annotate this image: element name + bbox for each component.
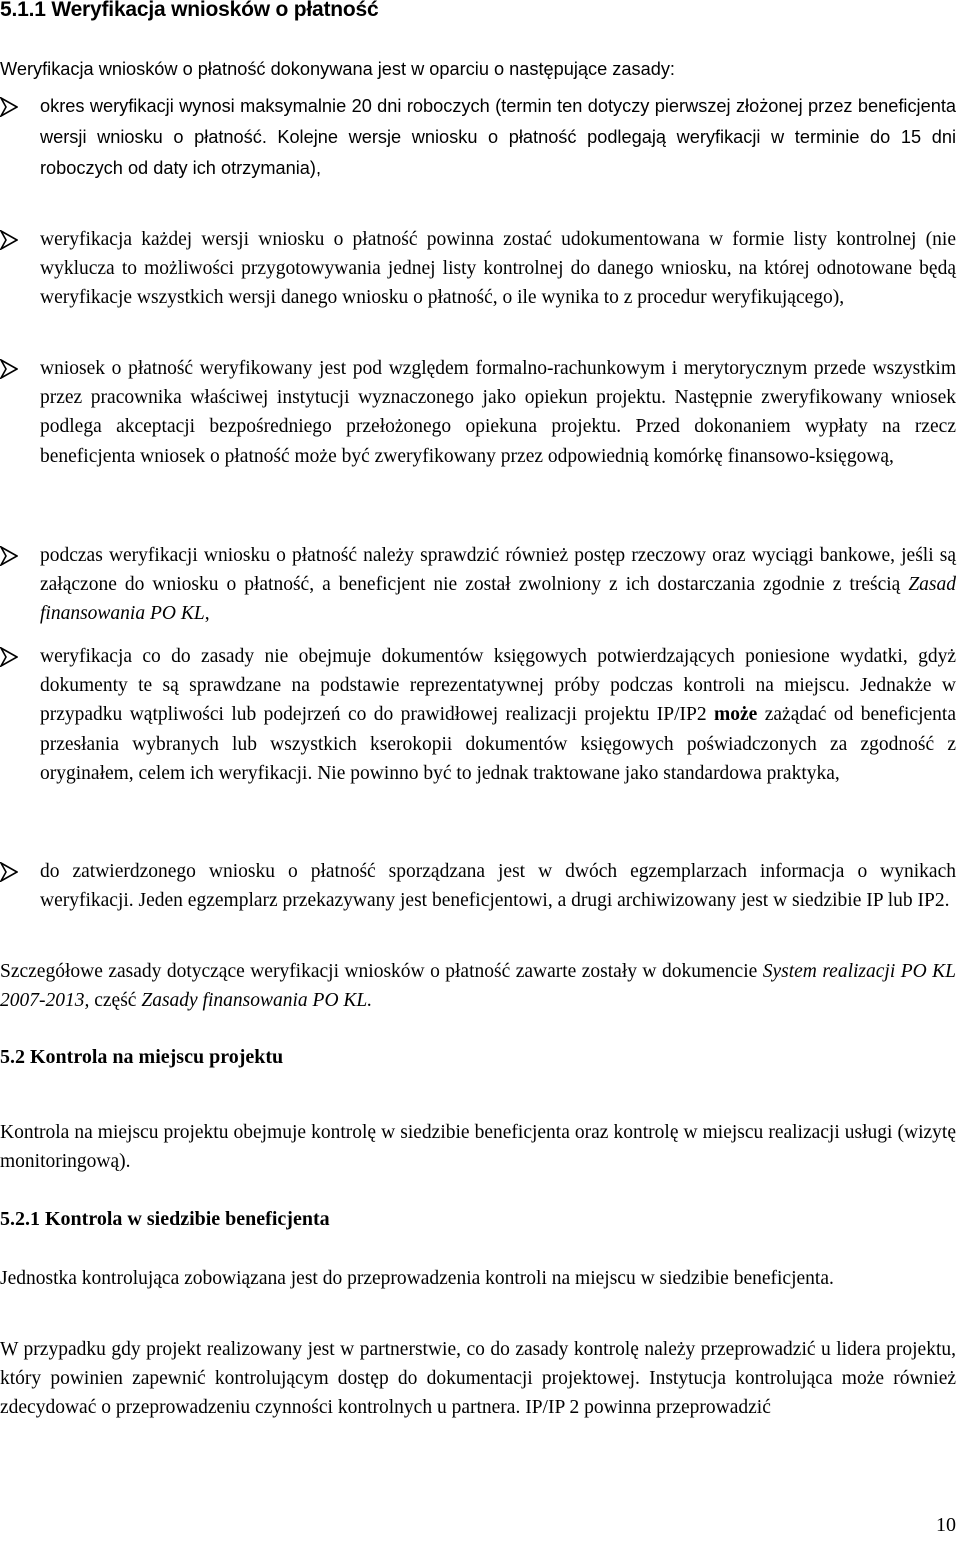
list-item: [0, 225, 956, 313]
bullet-list: [0, 225, 956, 313]
closing-italic-rules: Zasady finansowania PO KL.: [141, 990, 373, 1012]
bullet-text: weryfikacja każdej wersji wniosku o płatność powinna zostać udokumentowana w formie listy kontrolnej (nie wyklucza to możliwości przygotowywania jednej listy kontrolnej do danego wniosku, na której odnotowane będą weryfikacje wszystkich wersji danego wniosku o płatność, o ile wynika to z procedur weryfikującego),: [40, 229, 956, 309]
list-item: [0, 642, 956, 788]
bullet-text: okres weryfikacji wynosi maksymalnie 20 dni roboczych (termin ten dotyczy pierwszej złożonej przez beneficjenta wersji wniosku o płatność.: [40, 96, 956, 147]
bullet-text: wniosek o płatność weryfikowany jest pod względem formalno-rachunkowym i merytorycznym przede wszystkim przez pracownika właściwej instytucji wyznaczonego jako opiekun projektu. Następnie zweryfikowany wniosek podlega akceptacji bezpośredniego przełożonego opiekuna projektu. Przed dokonaniem wypłaty na rzecz beneficjenta wniosek o płatność może być zweryfikowany przez odpowiednią komórkę finansowo-księgową,: [40, 358, 956, 467]
bullet-text: do zatwierdzonego wniosku o płatność sporządzana jest w dwóch egzemplarzach informacja o wynikach weryfikacji. Jeden egzemplarz przekazywany jest beneficjentowi, a drugi archiwizowany jest w siedzibie IP lub IP2.: [40, 861, 956, 912]
closing-text: Szczegółowe zasady dotyczące weryfikacji wniosków o płatność zawarte zostały w dokumencie: [0, 961, 763, 982]
arrow-bullet-icon: [0, 647, 18, 667]
bullet-list: [0, 642, 956, 788]
list-item: [0, 354, 956, 471]
bullet-text-continued: Kolejne wersje wniosku o płatność podlegają weryfikacji w terminie do 15 dni roboczych od daty ich otrzymania),: [40, 127, 956, 178]
arrow-bullet-icon: [0, 359, 18, 379]
section-5-2-1-paragraph-1: Jednostka kontrolująca zobowiązana jest do przeprowadzenia kontroli na miejscu w siedzibie beneficjenta.: [0, 1268, 834, 1289]
bullet-bold-word: może: [714, 704, 758, 726]
arrow-bullet-icon: [0, 97, 18, 117]
bullet-list: [0, 354, 956, 471]
section-heading-5-2: 5.2 Kontrola na miejscu projektu: [0, 1046, 284, 1068]
list-item: [0, 857, 956, 915]
arrow-bullet-icon: [0, 230, 18, 250]
section-heading-5-2-1: 5.2.1 Kontrola w siedzibie beneficjenta: [0, 1208, 330, 1230]
section-5-2-paragraph: Kontrola na miejscu projektu obejmuje kontrolę w siedzibie beneficjenta oraz kontrolę w miejscu realizacji usługi (wizytę monitoringową).: [0, 1122, 956, 1173]
bullet-text: podczas weryfikacji wniosku o płatność należy sprawdzić również postęp rzeczowy oraz wyciągi bankowe, jeśli są załączone do wniosku o płatność, a beneficjent nie został zwolniony z ich dostarczania zgodnie z treścią: [40, 545, 956, 596]
bullet-text-end: zażądać od beneficjenta przesłania wybranych lub wszystkich kserokopii dokumentów księgowych poświadczonych za zgodność z oryginałem, celem ich weryfikacji. Nie powinno być to jednak traktowane jako standardowa praktyka,: [40, 704, 957, 784]
bullet-text-end: ,: [204, 603, 210, 625]
arrow-bullet-icon: [0, 546, 18, 566]
list-item: [0, 91, 956, 184]
bullet-list: [0, 857, 956, 915]
closing-text-middle: część: [89, 990, 142, 1012]
arrow-bullet-icon: [0, 862, 18, 882]
closing-italic-doc: System realizacji PO KL 2007-2013,: [0, 961, 956, 1012]
intro-paragraph: Weryfikacja wniosków o płatność dokonywana jest w oparciu o następujące zasady:: [0, 59, 675, 79]
bullet-list: [0, 541, 956, 629]
bullet-list: [0, 91, 956, 184]
section-heading-5-1-1: 5.1.1 Weryfikacja wniosków o płatność: [0, 0, 379, 21]
page-number: 10: [936, 1514, 956, 1536]
list-item: [0, 541, 956, 629]
closing-paragraph: [0, 957, 956, 1015]
bullet-text: weryfikacja co do zasady nie obejmuje dokumentów księgowych potwierdzających poniesione wydatki, gdyż dokumenty te są sprawdzane na podstawie reprezentatywnej próby podczas kontroli na miejscu. Jednakże w przypadku wątpliwości lub podejrzeń co do prawidłowej realizacji projektu IP/IP2: [40, 646, 956, 726]
section-5-2-1-paragraph-2: W przypadku gdy projekt realizowany jest w partnerstwie, co do zasady kontrolę należy przeprowadzić u lidera projektu, który powinien zapewnić kontrolującym dostęp do dokumentacji projektowej. Instytucja kontrolująca może również zdecydować o przeprowadzeniu czynności kontrolnych u partnera. IP/IP 2 powinna przeprowadzić: [0, 1339, 956, 1419]
bullet-italic-ref: Zasad finansowania PO KL: [40, 574, 956, 625]
